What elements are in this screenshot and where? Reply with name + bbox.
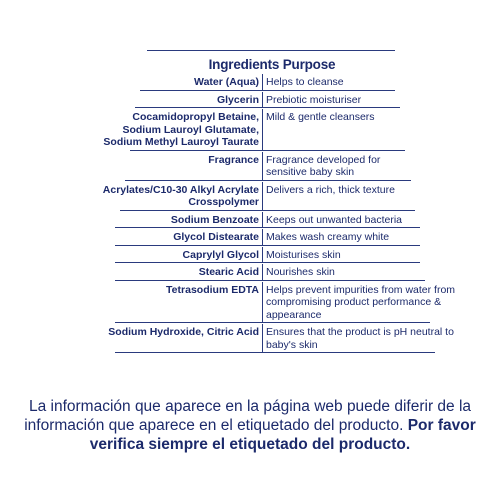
ingredient-purpose-line: Nourishes skin <box>266 266 335 278</box>
ingredient-name-line: Water (Aqua) <box>194 76 259 88</box>
column-divider <box>262 182 263 211</box>
ingredient-name <box>166 284 259 297</box>
ingredient-name-line: Acrylates/C10-30 Alkyl Acrylate <box>102 183 259 196</box>
ingredient-purpose <box>266 111 375 124</box>
ingredient-name <box>103 111 259 149</box>
ingredient-name-line: Sodium Hydroxide, Citric Acid <box>108 326 259 338</box>
disclaimer <box>20 397 480 454</box>
row-rule <box>140 90 395 91</box>
ingredient-purpose-line: appearance <box>266 308 322 321</box>
ingredient-purpose <box>266 184 395 197</box>
column-divider <box>262 282 263 324</box>
ingredient-purpose-line: Makes wash creamy white <box>266 231 390 243</box>
row-rule <box>120 210 415 211</box>
table-row <box>95 264 449 281</box>
ingredient-name-line: Caprylyl Glycol <box>182 248 259 261</box>
ingredient-purpose <box>266 214 402 227</box>
ingredient-name-line: Sodium Benzoate <box>170 213 259 226</box>
column-divider <box>262 74 263 91</box>
column-divider <box>262 229 263 246</box>
ingredient-name <box>171 214 259 227</box>
table-row <box>95 152 449 181</box>
ingredient-name <box>217 94 259 107</box>
ingredient-purpose-line: compromising product performance & <box>266 296 442 308</box>
ingredient-purpose <box>266 76 344 89</box>
table-row <box>95 182 449 211</box>
ingredient-purpose <box>266 266 335 279</box>
column-divider <box>262 109 263 151</box>
table-row <box>95 247 449 264</box>
ingredient-name-line: Cocamidopropyl Betaine, <box>132 111 259 123</box>
disclaimer-line-2 <box>20 416 480 435</box>
row-rule <box>115 262 420 263</box>
column-divider <box>262 92 263 109</box>
ingredient-purpose <box>266 154 380 179</box>
table-row <box>95 92 449 109</box>
column-divider <box>262 247 263 264</box>
disclaimer-line-1: La información que aparece en la página web puede diferir de la <box>28 398 472 415</box>
ingredient-purpose-line: Moisturises skin <box>266 248 341 261</box>
ingredient-purpose-line: Prebiotic moisturiser <box>266 93 362 106</box>
row-rule <box>115 322 430 323</box>
ingredient-name <box>183 249 259 262</box>
ingredient-purpose <box>266 231 389 244</box>
ingredient-purpose-line: baby's skin <box>266 338 318 351</box>
row-rule <box>115 245 420 246</box>
table-row <box>95 324 454 353</box>
ingredient-purpose <box>266 326 454 351</box>
row-rule <box>130 150 405 151</box>
disclaimer-line-2-regular: información que aparece en el etiquetado del producto. <box>24 417 408 434</box>
ingredient-name <box>199 266 259 279</box>
column-divider <box>262 324 263 353</box>
ingredient-name <box>194 76 259 89</box>
ingredient-name <box>108 326 259 339</box>
ingredient-purpose-line: Fragrance developed for <box>266 153 381 166</box>
ingredient-purpose <box>266 284 455 322</box>
ingredient-purpose-line: Helps to cleanse <box>266 76 344 88</box>
ingredient-name <box>173 231 259 244</box>
ingredient-purpose-line: Mild & gentle cleansers <box>266 111 375 123</box>
ingredient-purpose-line: Ensures that the product is pH neutral to <box>266 326 454 338</box>
ingredient-name <box>103 184 259 209</box>
ingredient-name-line: Glycerin <box>216 93 259 106</box>
ingredient-purpose-line: Helps prevent impurities from water from <box>266 283 456 296</box>
ingredient-name-line: Glycol Distearate <box>173 231 259 243</box>
ingredient-name <box>208 154 259 167</box>
row-rule <box>115 280 425 281</box>
table-row <box>95 74 449 91</box>
ingredient-name-line: Sodium Methyl Lauroyl Taurate <box>103 136 259 148</box>
ingredient-name-line: Fragrance <box>208 153 259 166</box>
ingredient-name-line: Tetrasodium EDTA <box>166 283 259 296</box>
table-row <box>95 212 449 229</box>
ingredient-purpose <box>266 249 341 262</box>
ingredient-purpose-line: Delivers a rich, thick texture <box>266 183 395 196</box>
ingredient-purpose <box>266 94 361 107</box>
ingredient-purpose-line: sensitive baby skin <box>266 166 355 178</box>
disclaimer-line-2-bold: Por favor <box>407 417 476 434</box>
ingredient-name-line: Crosspolymer <box>188 196 259 208</box>
ingredient-name-line: Sodium Lauroyl Glutamate, <box>122 123 259 136</box>
table-row <box>95 109 449 151</box>
column-divider <box>262 152 263 181</box>
column-divider <box>262 264 263 281</box>
row-rule <box>135 107 400 108</box>
row-rule <box>125 180 411 181</box>
disclaimer-line-3: verifica siempre el etiquetado del producto. <box>89 436 411 453</box>
table-title-rule <box>147 50 395 51</box>
table-header: Ingredients Purpose <box>208 57 336 72</box>
ingredient-purpose-line: Keeps out unwanted bacteria <box>266 213 403 226</box>
ingredient-name-line: Stearic Acid <box>198 266 259 278</box>
table-row <box>95 282 456 324</box>
row-rule <box>115 227 420 228</box>
table-row <box>95 229 449 246</box>
column-divider <box>262 212 263 229</box>
row-rule <box>115 352 435 353</box>
